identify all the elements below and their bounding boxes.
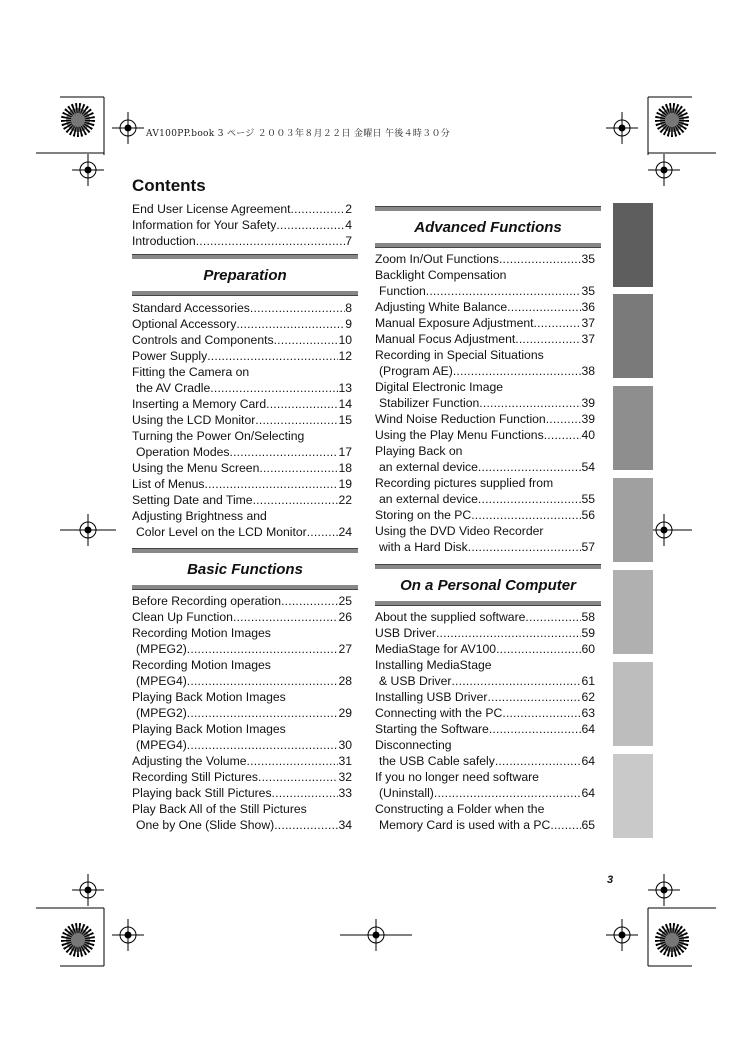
dot-leader [207,348,338,364]
toc-entry-title: Introduction [132,234,196,248]
toc-entry-page: 59 [581,626,595,640]
dot-leader [436,625,581,641]
toc-entry-title: Color Level on the LCD Monitor [136,525,307,539]
toc-entry[interactable] [132,641,352,657]
toc-entry[interactable] [132,524,352,540]
toc-entry-page: 26 [338,610,352,624]
toc-entry[interactable] [132,460,352,476]
page-number: 3 [607,874,614,886]
dot-leader [502,705,581,721]
dot-leader [544,427,582,443]
toc-entry-title: USB Driver [375,626,436,640]
dot-leader [453,363,582,379]
toc-entry-page: 10 [338,333,352,347]
toc-entry[interactable] [375,315,595,331]
toc-entry[interactable] [132,217,352,233]
toc-entry-title: Memory Card is used with a PC [379,818,551,832]
toc-entry[interactable] [132,753,352,769]
toc-entry-line1: Recording in Special Situations [375,348,544,362]
toc-entry-title: Using the LCD Monitor [132,413,256,427]
toc-entry[interactable] [375,753,595,769]
toc-entry-page: 27 [338,642,352,656]
dot-leader [487,689,581,705]
toc-entry[interactable] [375,251,595,267]
side-tab[interactable] [613,386,653,470]
toc-entry-title: Adjusting White Balance [375,300,508,314]
toc-entry-title: the USB Cable safely [379,754,495,768]
dot-leader [210,380,338,396]
toc-entry-title: Connecting with the PC [375,706,503,720]
section-title-basic: Basic Functions [187,561,303,578]
intro-list [132,201,352,249]
toc-entry-title: Setting Date and Time [132,493,253,507]
toc-entry[interactable] [132,300,352,316]
toc-entry-page: 30 [338,738,352,752]
toc-entry[interactable] [375,395,595,411]
section-preparation [132,254,358,296]
dot-leader [196,233,346,249]
toc-entry-title: Function [379,284,426,298]
toc-entry-title: Recording Still Pictures [132,770,258,784]
toc-entry[interactable] [375,411,595,427]
toc-entry-title: (MPEG4) [136,738,187,752]
toc-entry[interactable] [132,785,352,801]
file-header-line: AV100PP.book 3 ページ ２００３年８月２２日 金曜日 午後４時３０分 [146,129,451,139]
toc-entry-title: About the supplied software [375,610,526,624]
toc-entry-title: Storing on the PC [375,508,472,522]
dot-leader [291,201,346,217]
toc-entry-page: 56 [581,508,595,522]
toc-entry-page: 34 [338,818,352,832]
dot-leader [479,395,581,411]
toc-entry-line1: Installing MediaStage [375,658,492,672]
toc-entry-page: 28 [338,674,352,688]
toc-entry[interactable] [375,427,595,443]
toc-entry[interactable] [132,396,352,412]
toc-entry-page: 36 [581,300,595,314]
toc-entry-title: End User License Agreement [132,202,291,216]
dot-leader [253,492,339,508]
section-advanced-functions [375,206,601,248]
toc-entry-title: MediaStage for AV100 [375,642,497,656]
toc-entry[interactable] [132,492,352,508]
section-basic-functions [132,548,358,590]
toc-entry-title: an external device [379,492,478,506]
toc-entry[interactable] [375,705,595,721]
dot-leader [274,332,339,348]
toc-entry-page: 2 [345,202,352,216]
toc-entry-title: One by One (Slide Show) [136,818,275,832]
dot-leader [451,673,581,689]
dot-leader [247,753,339,769]
toc-entry[interactable] [132,609,352,625]
toc-entry-page: 35 [581,252,595,266]
toc-entry[interactable] [375,507,595,523]
section-personal-computer [375,564,601,606]
toc-entry-page: 25 [338,594,352,608]
toc-entry-title: with a Hard Disk [379,540,468,554]
dot-leader [276,217,345,233]
toc-entry-title: Standard Accessories [132,301,250,315]
dot-leader [478,459,582,475]
toc-entry-title: Before Recording operation [132,594,282,608]
pc-list [375,609,595,833]
toc-entry-page: 14 [338,397,352,411]
toc-entry-page: 4 [345,218,352,232]
toc-entry-page: 18 [338,461,352,475]
toc-entry[interactable] [132,332,352,348]
toc-entry-page: 19 [338,477,352,491]
toc-entry-title: Using the Play Menu Functions [375,428,544,442]
toc-entry-page: 29 [338,706,352,720]
side-tab[interactable] [613,478,653,562]
toc-entry[interactable] [132,737,352,753]
toc-entry-title: an external device [379,460,478,474]
toc-entry-page: 9 [345,317,352,331]
toc-entry-title: Manual Focus Adjustment [375,332,516,346]
dot-leader [281,593,338,609]
toc-entry[interactable] [132,705,352,721]
toc-entry-page: 63 [581,706,595,720]
toc-entry[interactable] [375,721,595,737]
toc-entry[interactable] [375,689,595,705]
toc-entry-line1: Recording pictures supplied from [375,476,554,490]
toc-entry[interactable] [375,817,595,833]
toc-entry-title: Wind Noise Reduction Function [375,412,546,426]
toc-entry-page: 58 [581,610,595,624]
dot-leader [534,315,582,331]
toc-entry-line1: Adjusting Brightness and [132,509,267,523]
dot-leader [236,316,345,332]
toc-entry-page: 37 [581,316,595,330]
toc-entry-page: 57 [581,540,595,554]
dot-leader [525,609,581,625]
toc-entry-page: 62 [581,690,595,704]
dot-leader [478,491,582,507]
toc-entry[interactable] [375,491,595,507]
toc-entry-title: Power Supply [132,349,208,363]
dot-leader [468,539,582,555]
dot-leader [499,251,581,267]
toc-entry-page: 13 [338,381,352,395]
toc-entry[interactable] [132,673,352,689]
toc-entry[interactable] [375,609,595,625]
toc-entry-page: 8 [345,301,352,315]
toc-entry-line1: Digital Electronic Image [375,380,504,394]
side-tab[interactable] [613,570,653,654]
basic-list [132,593,352,833]
dot-leader [495,753,582,769]
toc-entry-line1: If you no longer need software [375,770,539,784]
toc-entry-line1: Play Back All of the Still Pictures [132,802,307,816]
toc-entry[interactable] [132,380,352,396]
dot-leader [515,331,581,347]
toc-entry-title: Optional Accessory [132,317,237,331]
toc-entry-title: Inserting a Memory Card [132,397,267,411]
toc-entry-page: 65 [581,818,595,832]
side-tab[interactable] [613,294,653,378]
toc-entry[interactable] [375,363,595,379]
dot-leader [507,299,581,315]
toc-entry-line1: Recording Motion Images [132,626,271,640]
section-title-advanced: Advanced Functions [414,219,562,236]
toc-entry-page: 15 [338,413,352,427]
toc-entry[interactable] [132,233,352,249]
toc-entry-title: Operation Modes [136,445,230,459]
toc-entry[interactable] [375,673,595,689]
toc-entry-title: Controls and Components [132,333,274,347]
toc-entry-page: 37 [581,332,595,346]
toc-entry-title: (MPEG2) [136,642,187,656]
dot-leader [471,507,581,523]
side-tab[interactable] [613,662,653,746]
toc-entry-page: 32 [338,770,352,784]
dot-leader [255,412,338,428]
dot-leader [546,411,582,427]
dot-leader [550,817,581,833]
toc-entry[interactable] [375,283,595,299]
toc-entry-line1: Playing Back Motion Images [132,690,286,704]
toc-entry[interactable] [132,593,352,609]
toc-entry[interactable] [375,641,595,657]
section-title-pc: On a Personal Computer [400,577,576,594]
toc-entry-page: 40 [581,428,595,442]
toc-entry[interactable] [132,444,352,460]
toc-entry-line1: Turning the Power On/Selecting [132,429,305,443]
toc-entry-page: 33 [338,786,352,800]
toc-entry-title: Information for Your Safety [132,218,277,232]
dot-leader [258,769,338,785]
toc-entry-title: Installing USB Driver [375,690,488,704]
dot-leader [307,524,339,540]
toc-entry-line1: Disconnecting [375,738,452,752]
toc-entry-line1: Playing Back on [375,444,463,458]
toc-entry-title: Playing back Still Pictures [132,786,272,800]
side-tab[interactable] [613,754,653,838]
toc-entry-title: Manual Exposure Adjustment [375,316,534,330]
toc-entry-page: 39 [581,396,595,410]
dot-leader [496,641,581,657]
toc-entry-page: 60 [581,642,595,656]
toc-entry-line1: Fitting the Camera on [132,365,250,379]
toc-entry-line1: Constructing a Folder when the [375,802,545,816]
toc-entry-title: (Uninstall) [379,786,434,800]
advanced-list [375,251,595,555]
toc-entry-page: 38 [581,364,595,378]
toc-entry-line1: Backlight Compensation [375,268,507,282]
toc-entry[interactable] [375,331,595,347]
toc-entry-page: 31 [338,754,352,768]
toc-entry[interactable] [375,299,595,315]
dot-leader [230,444,339,460]
toc-entry-page: 12 [338,349,352,363]
dot-leader [426,283,582,299]
dot-leader [187,641,339,657]
dot-leader [434,785,582,801]
dot-leader [250,300,345,316]
toc-entry-title: (Program AE) [379,364,453,378]
toc-entry[interactable] [375,539,595,555]
dot-leader [274,817,338,833]
toc-entry-title: (MPEG2) [136,706,187,720]
toc-entry-title: Adjusting the Volume [132,754,247,768]
toc-entry[interactable] [132,769,352,785]
toc-entry-page: 7 [345,234,352,248]
toc-entry-line1: Recording Motion Images [132,658,271,672]
toc-entry[interactable] [375,785,595,801]
toc-entry-page: 54 [581,460,595,474]
toc-entry-page: 64 [581,754,595,768]
toc-entry-title: List of Menus [132,477,205,491]
toc-entry[interactable] [375,625,595,641]
toc-entry[interactable] [132,201,352,217]
toc-entry-page: 24 [338,525,352,539]
toc-entry-line1: Playing Back Motion Images [132,722,286,736]
toc-entry-page: 64 [581,722,595,736]
page-title: Contents [132,176,206,195]
toc-entry-title: Starting the Software [375,722,489,736]
toc-entry-page: 64 [581,786,595,800]
dot-leader [489,721,582,737]
toc-entry-title: & USB Driver [379,674,452,688]
toc-entry-page: 55 [581,492,595,506]
toc-entry-page: 35 [581,284,595,298]
dot-leader [233,609,338,625]
toc-entry[interactable] [132,412,352,428]
toc-entry[interactable] [132,348,352,364]
toc-entry-title: Zoom In/Out Functions [375,252,499,266]
toc-entry-title: (MPEG4) [136,674,187,688]
toc-entry-page: 22 [338,493,352,507]
toc-entry[interactable] [132,316,352,332]
dot-leader [204,476,338,492]
toc-entry-title: Clean Up Function [132,610,233,624]
toc-entry-title: the AV Cradle [136,381,211,395]
dot-leader [259,460,338,476]
dot-leader [266,396,338,412]
toc-entry-page: 17 [338,445,352,459]
toc-entry-title: Stabilizer Function [379,396,480,410]
toc-entry[interactable] [132,476,352,492]
toc-entry[interactable] [375,459,595,475]
dot-leader [187,673,339,689]
dot-leader [187,705,339,721]
side-tab[interactable] [613,203,653,287]
toc-entry-line1: Using the DVD Video Recorder [375,524,544,538]
section-title-preparation: Preparation [203,267,287,284]
preparation-list [132,300,352,540]
dot-leader [187,737,339,753]
toc-entry-title: Using the Menu Screen [132,461,260,475]
toc-entry-page: 39 [581,412,595,426]
toc-entry-page: 61 [581,674,595,688]
dot-leader [272,785,339,801]
toc-entry[interactable] [132,817,352,833]
